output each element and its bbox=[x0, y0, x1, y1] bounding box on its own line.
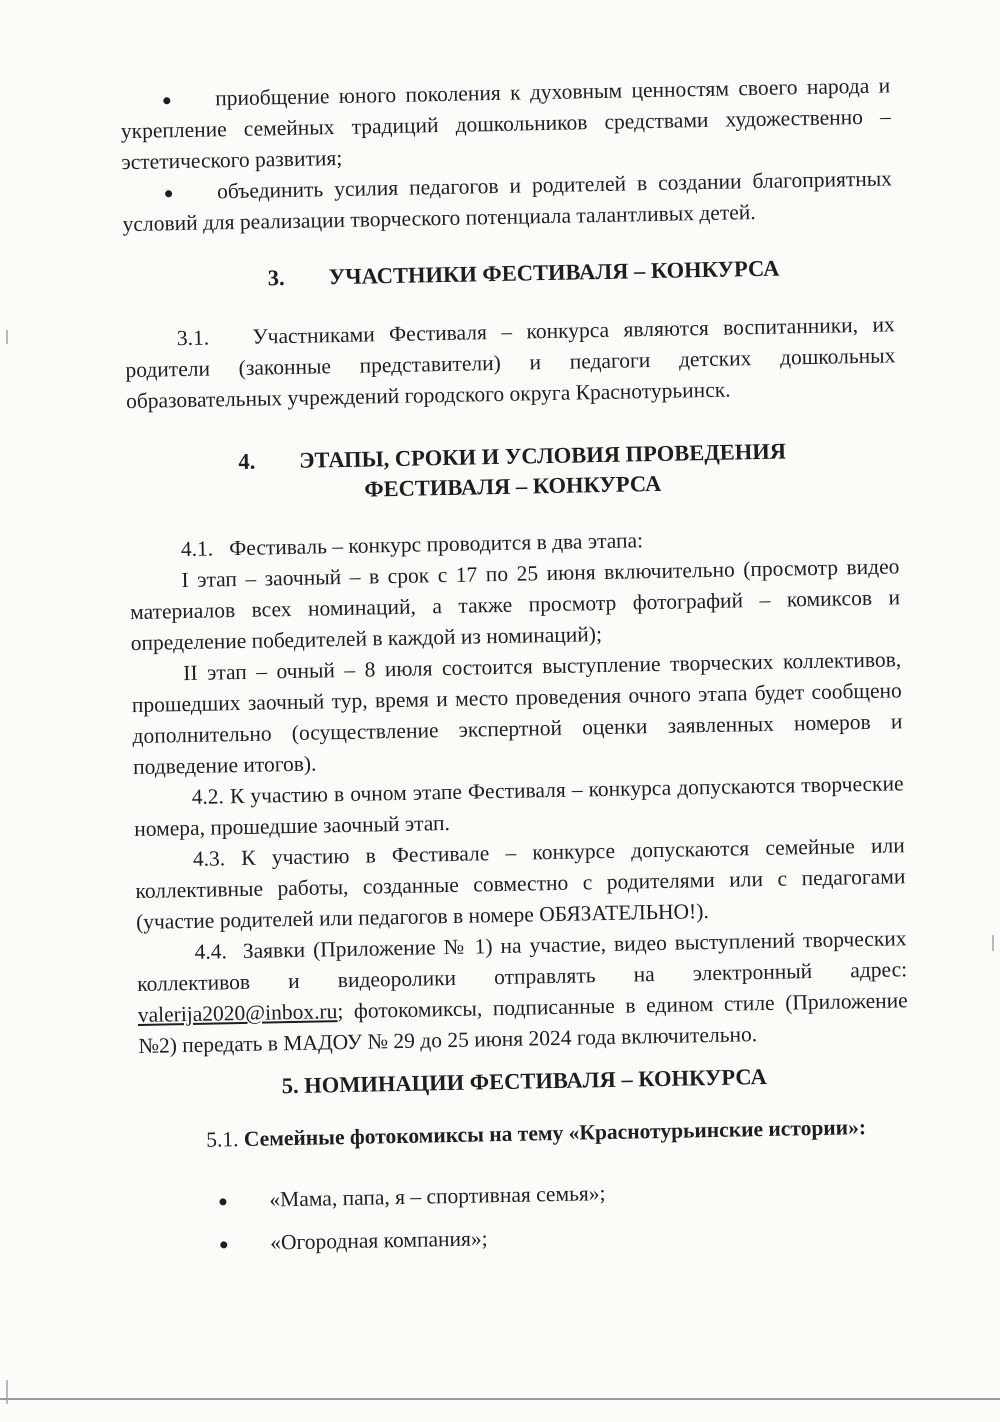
section-4-paragraph-2: 4.2. К участию в очном этапе Фестиваля – конкурса допускаются творческие номера, прошедшие заочный этап. bbox=[134, 771, 904, 842]
section-3-p1-number: 3.1. bbox=[176, 325, 210, 351]
section-3-title: УЧАСТНИКИ ФЕСТИВАЛЯ – КОНКУРСА bbox=[328, 255, 780, 290]
bullet-dot-icon bbox=[219, 1198, 226, 1205]
section-3-heading bbox=[123, 251, 893, 296]
intro-bullet-1-text: приобщение юного поколения к духовным ценностям своего народа и укрепление семейных традиций дошкольников средствами художественно – эстетического развития; bbox=[120, 73, 891, 175]
nomination-item-1 bbox=[141, 1172, 911, 1218]
nomination-5-1-text: Семейные фотокомиксы на тему «Краснотурьинские истории»: bbox=[243, 1115, 867, 1151]
section-4-p4-text-after: ; фотокомиксы, подписанные в едином стиле (Приложение №2) передать в МАДОУ № 29 до 25 июня 2024 года включительно. bbox=[138, 988, 908, 1059]
email-link[interactable]: valerija2020@inbox.ru bbox=[137, 999, 338, 1028]
scan-edge-mark bbox=[6, 1380, 8, 1404]
section-4-title-text-1: ЭТАПЫ, СРОКИ И УСЛОВИЯ ПРОВЕДЕНИЯ bbox=[299, 438, 787, 473]
scan-bottom-line bbox=[0, 1398, 1000, 1400]
section-5-heading: 5. НОМИНАЦИИ ФЕСТИВАЛЯ – КОНКУРСА bbox=[281, 1063, 767, 1099]
section-4-p4-number: 4.4. bbox=[194, 939, 228, 964]
section-4-number: 4. bbox=[238, 448, 256, 474]
section-4-title-line-2: ФЕСТИВАЛЯ – КОНКУРСА bbox=[364, 470, 662, 502]
scan-edge-mark bbox=[6, 330, 8, 344]
section-4-heading bbox=[127, 434, 898, 509]
nomination-5-1-number: 5.1. bbox=[206, 1127, 239, 1152]
section-3-number: 3. bbox=[267, 265, 285, 291]
section-4-p4-text-before: Заявки (Приложение № 1) на участие, видео выступлений творческих коллективов и видеоролики отправлять на электронный адрес: bbox=[137, 926, 908, 997]
section-3-paragraph-1 bbox=[125, 309, 897, 417]
nomination-item-1-text: «Мама, папа, я – спортивная семья»; bbox=[269, 1181, 606, 1212]
nomination-item-2 bbox=[142, 1215, 912, 1261]
section-4-paragraph-4 bbox=[136, 923, 908, 1062]
section-4-paragraph-3: 4.3. К участию в Фестивале – конкурсе допускаются семейные или коллективные работы, созданные совместно с родителями или с педагогами (участие родителей или педагогов в номере ОБЯЗАТЕЛЬНО!). bbox=[135, 833, 906, 935]
section-3-p1-text: Участниками Фестиваля – конкурса являются воспитанники, их родители (законные представители) и педагоги детских дошкольных образовательных учреждений городского округа Краснотурьинск. bbox=[125, 312, 896, 414]
bullet-dot-icon bbox=[220, 1241, 227, 1248]
intro-bullet-1 bbox=[120, 70, 892, 178]
section-4-stage-2: II этап – очный – 8 июля состоится выступление творческих коллективов, прошедших заочный тур, время и место проведения очного этапа будет сообщено дополнительно (осуществление экспертной оценки заявленных номеров и подведение итогов). bbox=[131, 647, 903, 780]
nomination-item-2-text: «Огородная компания»; bbox=[270, 1226, 488, 1255]
section-4-stage-1: I этап – заочный – в срок с 17 по 25 июня включительно (просмотр видео материалов всех номинаций, а также просмотр фотографий – комиксов и определение победителей в каждой из номинаций); bbox=[129, 554, 901, 656]
bullet-dot-icon bbox=[165, 190, 172, 197]
intro-bullet-2-text: объединить усилия педагогов и родителей в создании благоприятных условий для реализации творческого потенциала талантливых детей. bbox=[122, 166, 893, 237]
scan-edge-mark bbox=[992, 935, 994, 951]
bullet-dot-icon bbox=[163, 97, 170, 104]
section-4-p1-text: Фестиваль – конкурс проводится в два этапа: bbox=[229, 528, 644, 561]
section-4-p1-number: 4.1. bbox=[180, 536, 214, 562]
document-body bbox=[120, 70, 912, 1261]
